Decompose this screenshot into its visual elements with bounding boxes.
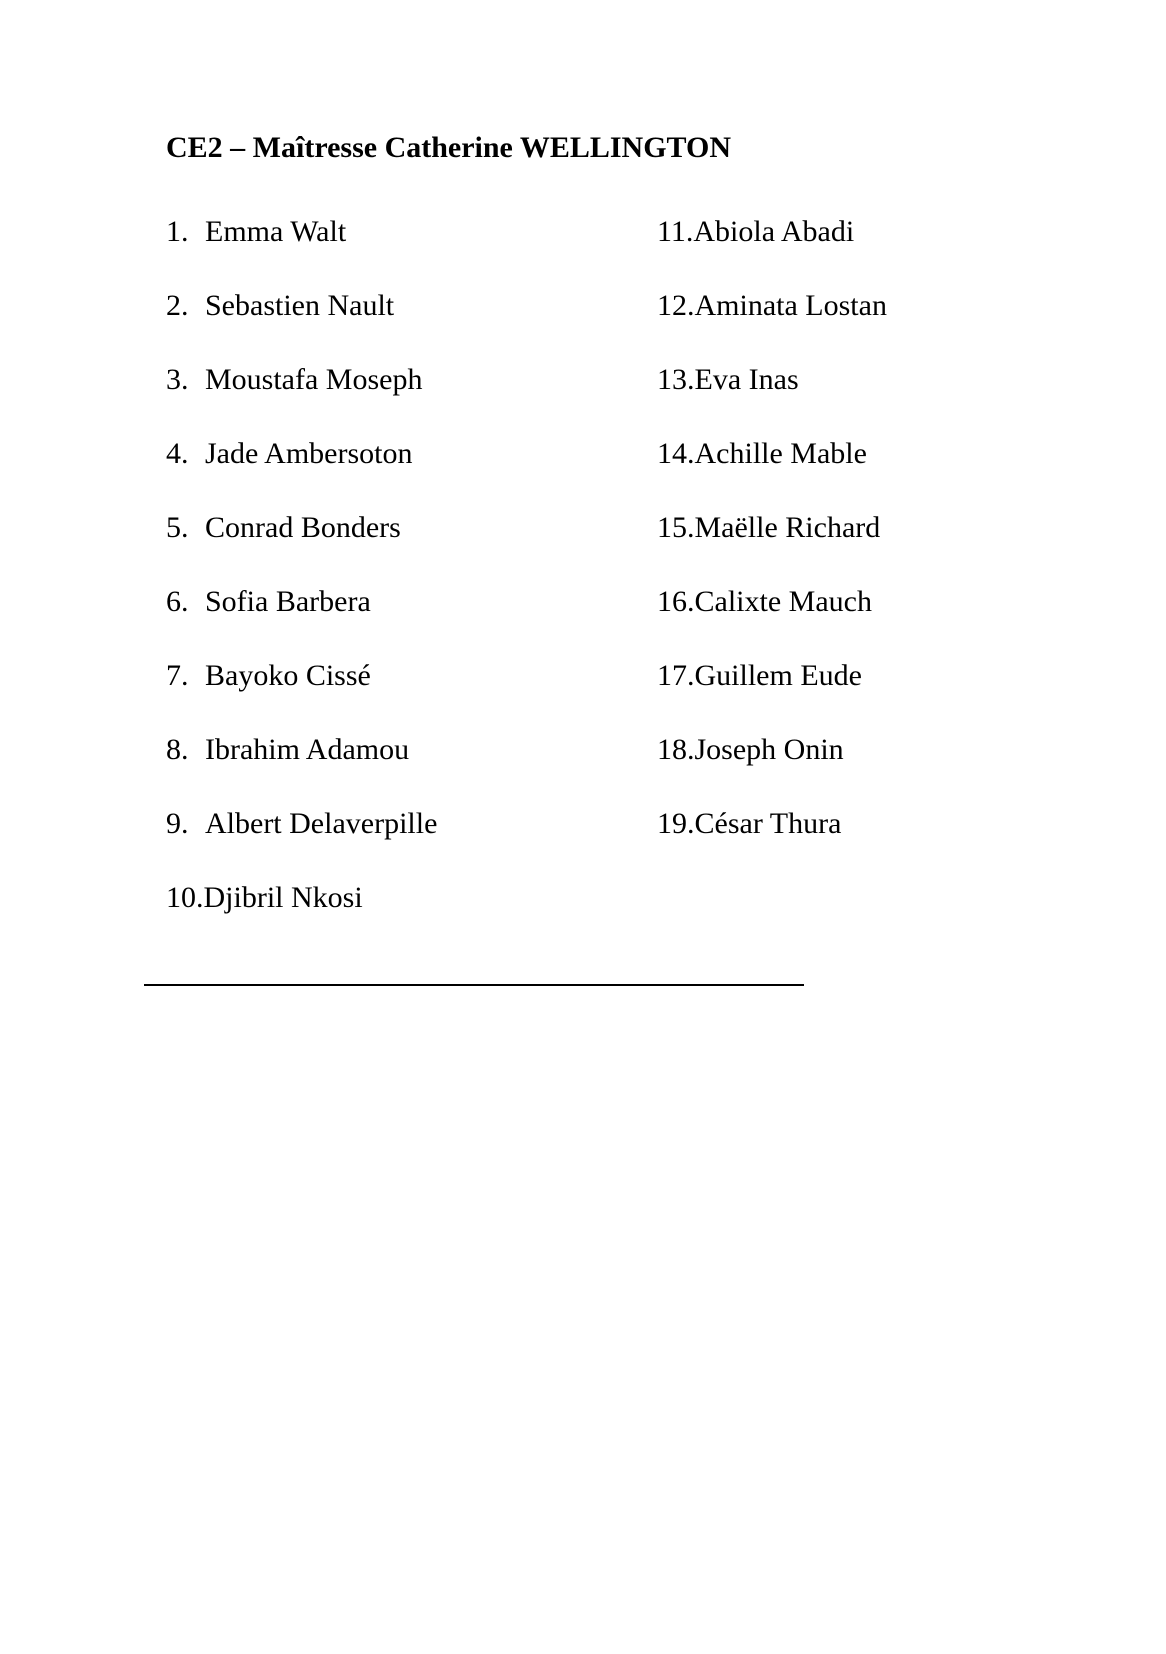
item-number: 11. [657,215,694,248]
list-item [657,286,1127,360]
list-item [166,434,636,508]
item-number: 17. [657,659,695,692]
student-name: Conrad Bonders [205,511,401,544]
item-number: 7. [166,659,189,692]
student-name: Albert Delaverpille [205,807,438,840]
item-number: 8. [166,733,189,766]
student-name: Achille Mable [694,437,867,470]
student-name: Jade Ambersoton [205,437,413,470]
student-name: Ibrahim Adamou [205,733,410,766]
list-item [657,582,1127,656]
item-number: 3. [166,363,189,396]
list-item [166,804,636,878]
list-item [166,212,636,286]
student-list-left [166,212,636,952]
student-name: Aminata Lostan [694,289,887,322]
student-name: Djibril Nkosi [203,881,363,914]
page-title: CE2 – Maîtresse Catherine WELLINGTON [166,131,732,164]
list-item [657,360,1127,434]
item-number: 18. [657,733,695,766]
list-item [657,730,1127,804]
student-name: Sofia Barbera [205,585,371,618]
student-name: Maëlle Richard [694,511,881,544]
student-name: Joseph Onin [694,733,844,766]
item-number: 6. [166,585,189,618]
item-number: 15. [657,511,695,544]
item-number: 5. [166,511,189,544]
item-number: 4. [166,437,189,470]
item-number: 9. [166,807,189,840]
horizontal-rule [144,984,804,986]
list-item [657,434,1127,508]
student-name: Calixte Mauch [694,585,872,618]
student-name: César Thura [694,807,842,840]
student-name: Moustafa Moseph [205,363,423,396]
list-item [657,508,1127,582]
item-number: 16. [657,585,695,618]
list-item [657,804,1127,878]
student-name: Eva Inas [694,363,799,396]
item-number: 12. [657,289,695,322]
list-item [166,286,636,360]
list-item [166,508,636,582]
list-item [166,730,636,804]
student-name: Abiola Abadi [693,215,855,248]
student-list-right [657,212,1127,878]
list-item [166,360,636,434]
item-number: 14. [657,437,695,470]
item-number: 2. [166,289,189,322]
student-name: Guillem Eude [694,659,862,692]
list-item [166,656,636,730]
list-item [657,656,1127,730]
item-number: 19. [657,807,695,840]
list-item [166,878,636,952]
list-item [166,582,636,656]
item-number: 10. [166,881,204,914]
list-item [657,212,1127,286]
student-name: Emma Walt [205,215,347,248]
student-name: Sebastien Nault [205,289,395,322]
item-number: 13. [657,363,695,396]
student-name: Bayoko Cissé [205,659,371,692]
item-number: 1. [166,215,189,248]
